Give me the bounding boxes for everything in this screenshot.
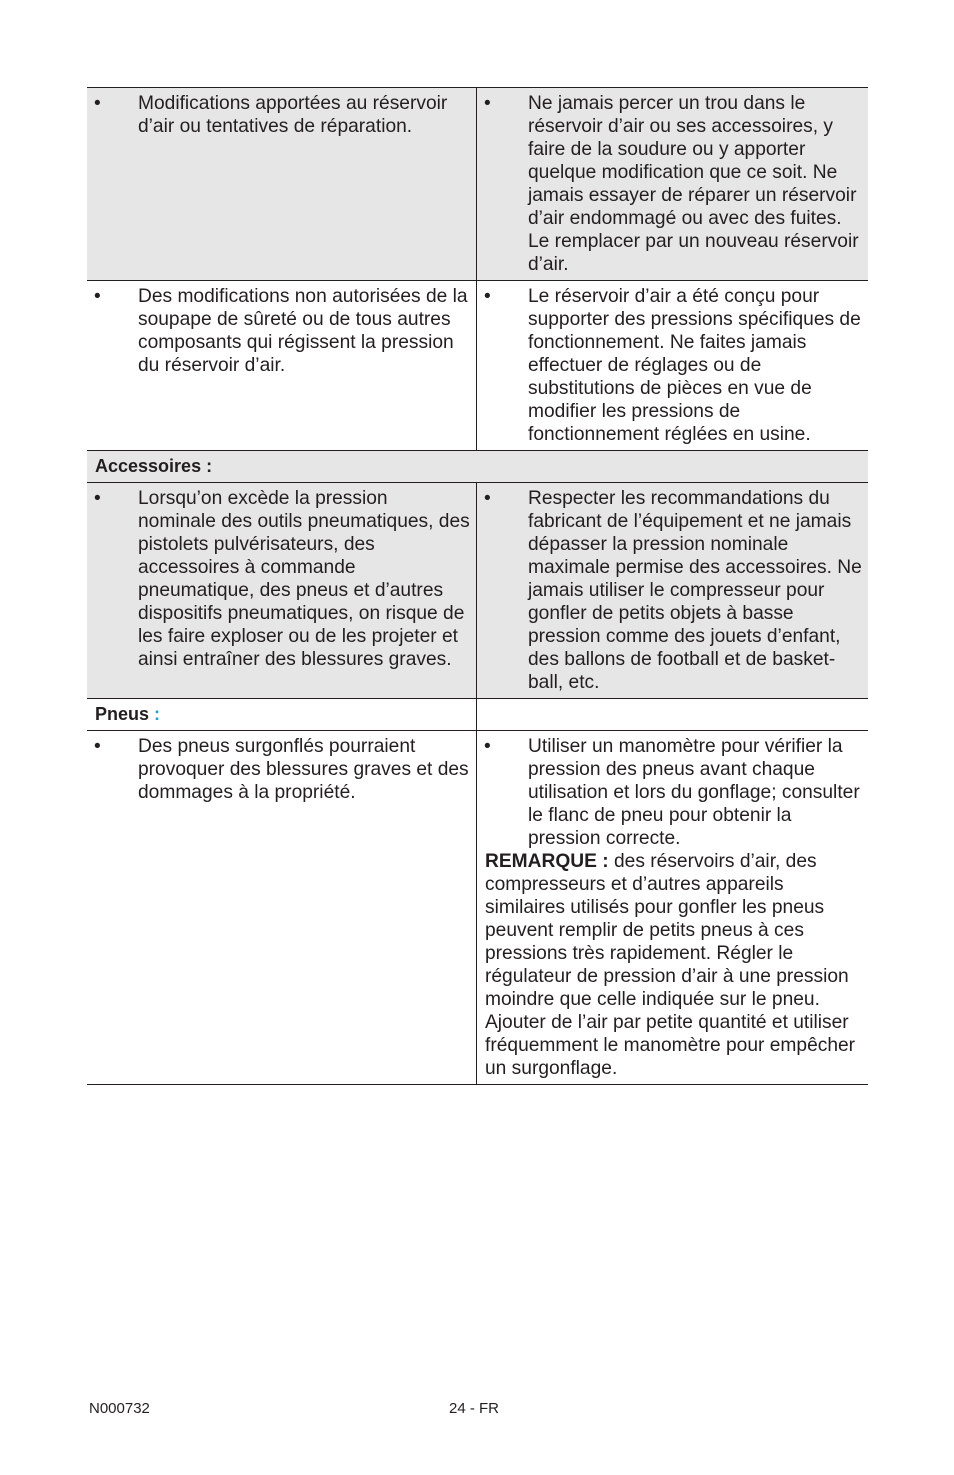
table-row bbox=[87, 88, 868, 281]
document-number: N000732 bbox=[89, 1400, 150, 1417]
table-row bbox=[87, 281, 868, 451]
hazard-text: Lorsqu’on excède la pression nominale des outils pneumatiques, des pistolets pulvérisateurs, des accessoires à commande pneumatique, des pneus et d’autres dispositifs pneumatiques, on risque de les faire exploser ou de les projeter et ainsi entraîner des blessures graves. bbox=[138, 488, 470, 670]
prevention-text: Le réservoir d’air a été conçu pour supporter des pressions spécifiques de fonctionnement. Ne faites jamais effectuer de réglages ou de substitutions de pièces en vue de modifier les pressions de fonctionnement réglées en usine. bbox=[528, 286, 861, 445]
section-title-accessoires: Accessoires : bbox=[87, 451, 868, 483]
bullet: • bbox=[484, 286, 491, 307]
prevention-text: Ne jamais percer un trou dans le réservoir d’air ou ses accessoires, y faire de la soudure ou y apporter quelque modification que ce soit. Ne jamais essayer de réparer un réservoir d’air endommagé ou avec des fuites. Le remplacer par un nouveau réservoir d’air. bbox=[528, 93, 859, 275]
bullet: • bbox=[94, 286, 101, 307]
bullet: • bbox=[484, 93, 491, 114]
section-title-pneus bbox=[87, 699, 477, 731]
prevention-text: Respecter les recommandations du fabricant de l’équipement et ne jamais dépasser la pression nominale maximale permise des accessoires. Ne jamais utiliser le compresseur pour gonfler de petits objets à basse pression comme des jouets d’enfant, des ballons de football et de basket-ball, etc. bbox=[528, 488, 862, 693]
table-row bbox=[87, 731, 868, 1085]
hazard-text: Modifications apportées au réservoir d’air ou tentatives de réparation. bbox=[138, 93, 448, 137]
hazard-text: Des modifications non autorisées de la soupape de sûreté ou de tous autres composants qui régissent la pression du réservoir d’air. bbox=[138, 286, 468, 376]
bullet: • bbox=[484, 488, 491, 509]
section-header-row bbox=[87, 699, 868, 731]
prevention-cell bbox=[477, 483, 869, 699]
note-paragraph bbox=[477, 850, 868, 1080]
page-number: 24 - FR bbox=[449, 1400, 500, 1417]
bullet: • bbox=[94, 488, 101, 509]
hazard-cell bbox=[87, 88, 477, 281]
section-title-colon: : bbox=[154, 704, 161, 724]
prevention-cell bbox=[477, 731, 869, 1085]
hazard-cell bbox=[87, 483, 477, 699]
section-header-row bbox=[87, 451, 868, 483]
prevention-text: Utiliser un manomètre pour vérifier la pression des pneus avant chaque utilisation et lors du gonflage; consulter le flanc de pneu pour obtenir la pression correcte. bbox=[528, 736, 860, 849]
prevention-cell bbox=[477, 281, 869, 451]
prevention-cell bbox=[477, 88, 869, 281]
bullet: • bbox=[94, 736, 101, 757]
bullet: • bbox=[484, 736, 491, 757]
safety-table bbox=[87, 87, 868, 1085]
hazard-cell bbox=[87, 731, 477, 1085]
bullet: • bbox=[94, 93, 101, 114]
section-title-text: Pneus bbox=[95, 704, 150, 724]
table-row bbox=[87, 483, 868, 699]
note-label: REMARQUE : bbox=[485, 851, 609, 872]
empty-cell bbox=[477, 699, 869, 731]
note-text: des réservoirs d’air, des compresseurs et d’autres appareils similaires utilisés pour gonfler les pneus peuvent remplir de petits pneus à ces pressions très rapidement. Régler le régulateur de pression d’air à une pression moindre que celle indiquée sur le pneu. Ajouter de l’air par petite quantité et utiliser fréquemment le manomètre pour empêcher un surgonflage. bbox=[485, 851, 856, 1079]
hazard-text: Des pneus surgonflés pourraient provoquer des blessures graves et des dommages à la propriété. bbox=[138, 736, 469, 803]
hazard-cell bbox=[87, 281, 477, 451]
